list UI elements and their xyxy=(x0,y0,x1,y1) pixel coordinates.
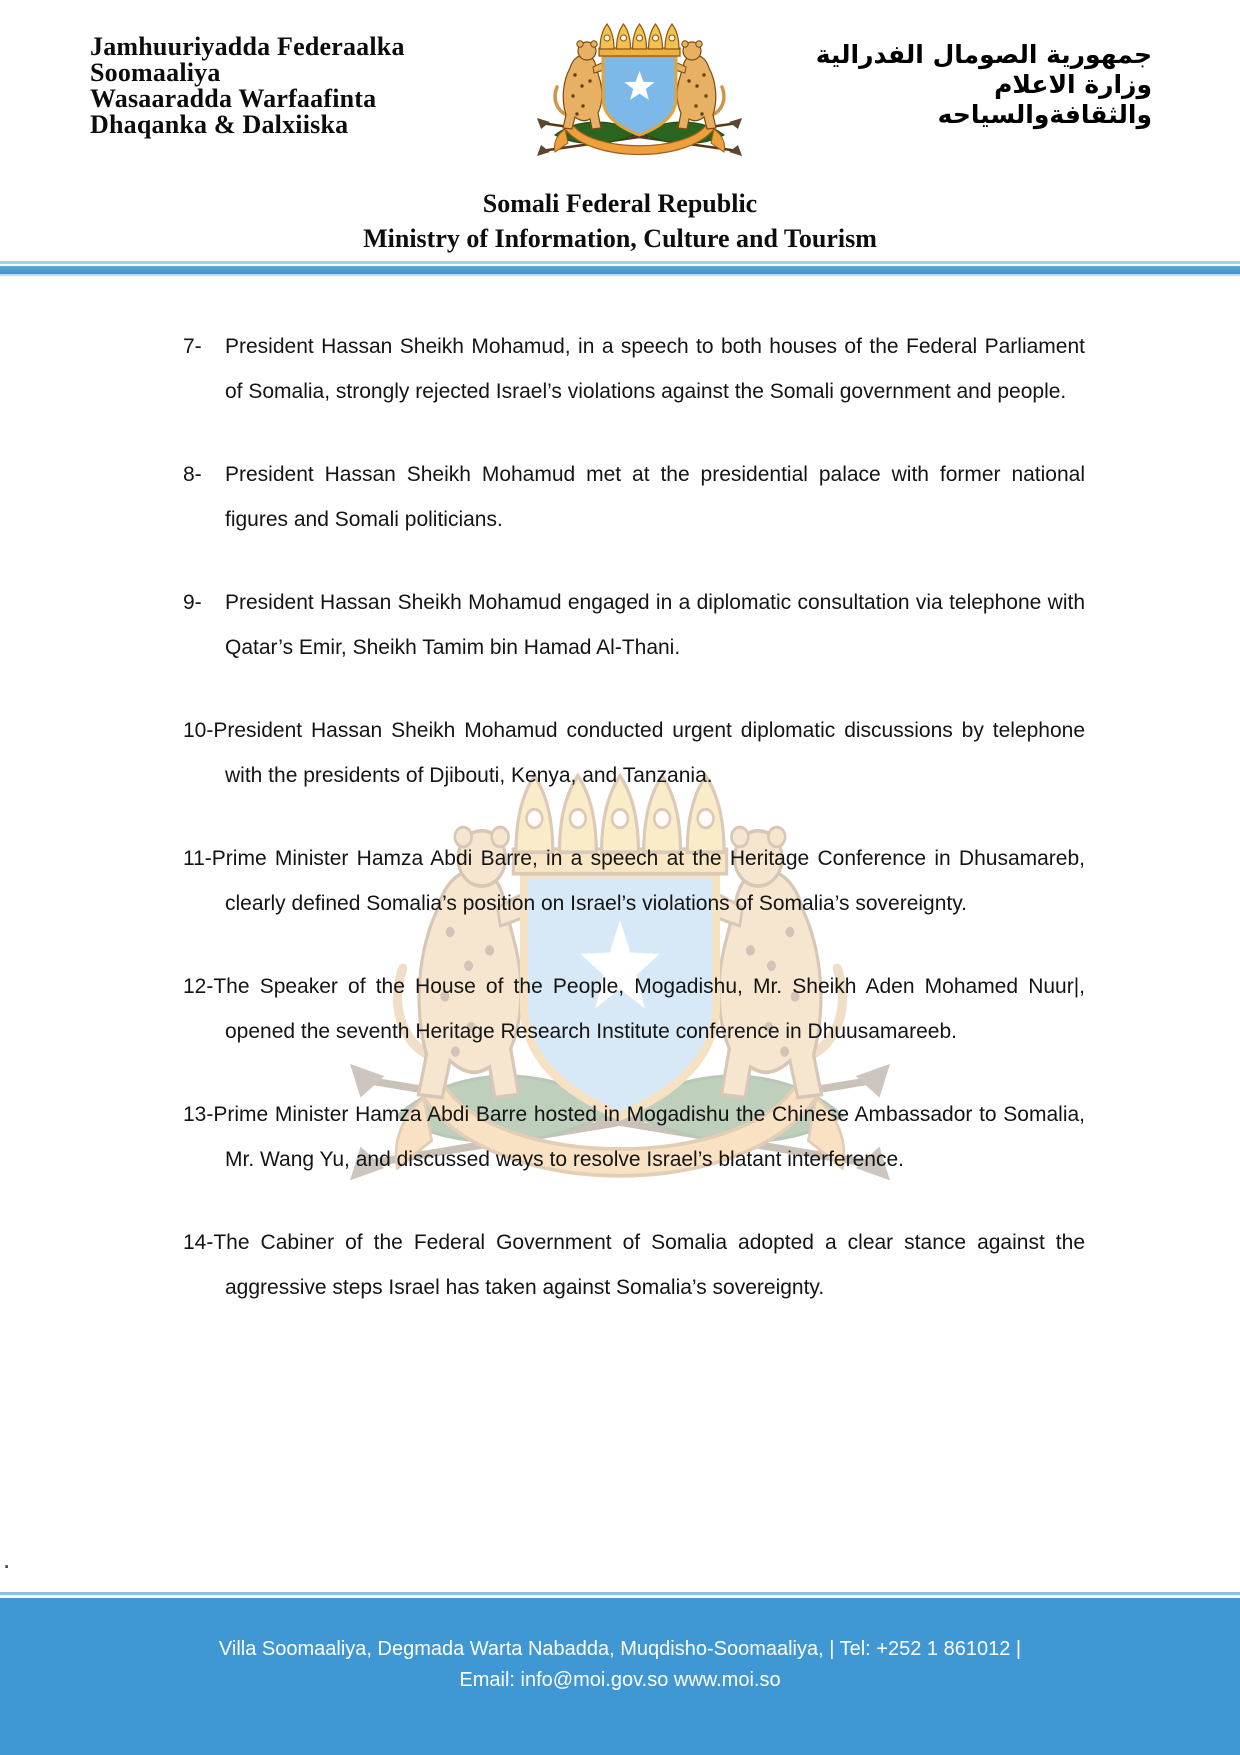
item-text: The Speaker of the House of the People, Mogadishu, Mr. Sheikh Aden Mohamed Nuur|, opened the seventh Heritage Research Institute conference in Dhuusamareeb. xyxy=(213,975,1085,1043)
item-number: 13- xyxy=(183,1103,214,1126)
item-text: President Hassan Sheikh Mohamud conducted urgent diplomatic discussions by telephone with the presidents of Djibouti, Kenya, and Tanzania. xyxy=(213,719,1085,787)
ministry-title-english xyxy=(0,186,1240,256)
item-number: 11- xyxy=(183,847,212,870)
footer-address-line: Villa Soomaaliya, Degmada Warta Nabadda, Muqdisho-Soomaaliya, | Tel: +252 1 861012 | xyxy=(218,1638,1022,1660)
somali-line: Wasaaradda Warfaafinta xyxy=(90,84,377,113)
list-item xyxy=(183,324,1085,414)
item-number: 7- xyxy=(183,335,202,358)
country-title: Somali Federal Republic xyxy=(482,189,758,218)
document-body xyxy=(183,324,1085,1348)
stray-period-mark: . xyxy=(3,1544,11,1574)
list-item xyxy=(183,708,1085,798)
somalia-coat-of-arms xyxy=(537,14,742,166)
ministry-name-somali xyxy=(90,34,405,138)
item-text: The Cabiner of the Federal Government of Somalia adopted a clear stance against the aggressive steps Israel has taken against Somalia’s sovereignty. xyxy=(213,1231,1085,1299)
list-item xyxy=(183,964,1085,1054)
list-item xyxy=(183,1220,1085,1310)
arabic-line: جمهورية الصومال الفدرالية xyxy=(815,40,1152,69)
header-separator-rule xyxy=(0,261,1240,276)
footer-contact-line: Email: info@moi.gov.so www.moi.so xyxy=(459,1669,781,1691)
footer xyxy=(0,1592,1240,1755)
footer-address-band xyxy=(0,1598,1240,1755)
ministry-name-arabic xyxy=(816,40,1152,130)
somali-line: Dhaqanka & Dalxiiska xyxy=(90,110,349,139)
item-number: 10- xyxy=(183,719,214,742)
item-number: 12- xyxy=(183,975,214,998)
list-item xyxy=(183,836,1085,926)
list-item xyxy=(183,580,1085,670)
item-text: Prime Minister Hamza Abdi Barre hosted in Mogadishu the Chinese Ambassador to Somalia, Mr. Wang Yu, and discussed ways to resolve Israel’s blatant interference. xyxy=(213,1103,1085,1171)
somali-line: Soomaaliya xyxy=(90,58,221,87)
somali-line: Jamhuuriyadda Federaalka xyxy=(90,32,405,61)
item-text: Prime Minister Hamza Abdi Barre, in a speech at the Heritage Conference in Dhusamareb, clearly defined Somalia’s position on Israel’s violations of Somalia’s sovereignty. xyxy=(211,847,1085,915)
ministry-title: Ministry of Information, Culture and Tourism xyxy=(363,224,877,253)
list-item xyxy=(183,452,1085,542)
item-number: 14- xyxy=(183,1231,214,1254)
item-text: President Hassan Sheikh Mohamud, in a speech to both houses of the Federal Parliament of Somalia, strongly rejected Israel’s violations against the Somali government and people. xyxy=(225,335,1085,403)
item-number: 8- xyxy=(183,463,202,486)
item-text: President Hassan Sheikh Mohamud engaged in a diplomatic consultation via telephone with Qatar’s Emir, Sheikh Tamim bin Hamad Al-Thani. xyxy=(225,591,1085,659)
item-number: 9- xyxy=(183,591,202,614)
arabic-line: وزارة الاعلام xyxy=(994,70,1152,99)
arabic-line: والثقافةوالسياحه xyxy=(937,100,1152,129)
item-text: President Hassan Sheikh Mohamud met at the presidential palace with former national figures and Somali politicians. xyxy=(225,463,1085,531)
list-item xyxy=(183,1092,1085,1182)
